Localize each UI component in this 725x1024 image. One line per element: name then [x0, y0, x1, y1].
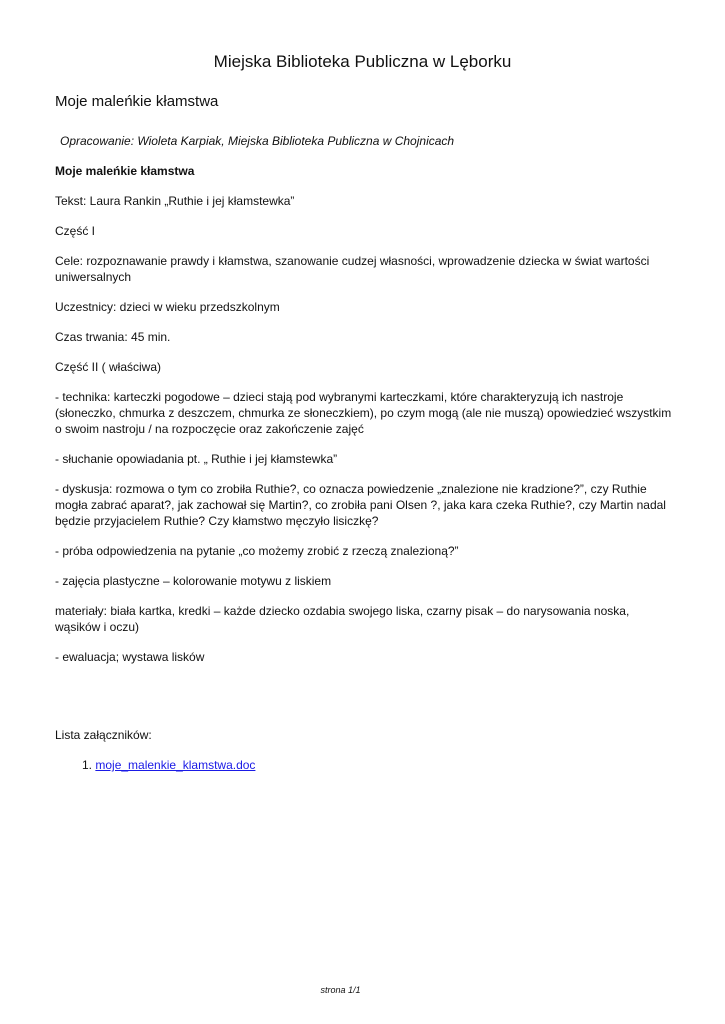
list-item [82, 757, 255, 773]
paragraph-materials: materiały: biała kartka, kredki – każde dziecko ozdabia swojego liska, czarny pisak – do narysowania noska, wąsików i oczu) [55, 604, 630, 634]
document-body [55, 133, 675, 665]
paragraph-goals: Cele: rozpoznawanie prawdy i kłamstwa, szanowanie cudzej własności, wprowadzenie dziecka w świat wartości uniwersalnych [55, 254, 650, 284]
document-title: Moje maleńkie kłamstwa [55, 93, 219, 110]
paragraph-part-one: Część I [55, 224, 96, 238]
paragraph-part-two: Część II ( właściwa) [55, 360, 162, 374]
paragraph-technique: - technika: karteczki pogodowe – dzieci stają pod wybranymi karteczkami, które charakteryzują ich nastroje (słoneczko, chmurka z deszczem, chmurka ze słoneczkiem), po czym mogą (ale nie muszą) opowiedzieć wszystkim o swoim nastroju / na rozpoczęcie oraz zakończenie zajęć [55, 390, 672, 436]
paragraph-listening: - słuchanie opowiadania pt. „ Ruthie i jej kłamstewka” [55, 452, 338, 466]
page-number-footer: strona 1/1 [320, 985, 361, 995]
library-header-title: Miejska Biblioteka Publiczna w Lęborku [213, 52, 512, 71]
attachment-number: 1. [82, 758, 93, 772]
attachment-link[interactable]: moje_malenkie_klamstwa.doc [95, 758, 256, 772]
document-subtitle: Moje maleńkie kłamstwa [55, 164, 195, 178]
author-line: Opracowanie: Wioleta Karpiak, Miejska Biblioteka Publiczna w Chojnicach [60, 134, 455, 148]
paragraph-participants: Uczestnicy: dzieci w wieku przedszkolnym [55, 300, 280, 314]
paragraph-discussion: - dyskusja: rozmowa o tym co zrobiła Ruthie?, co oznacza powiedzenie „znalezione nie kradzione?”, czy Ruthie mogła zabrać aparat?, jak zachował się Martin?, co zrobiła pani Olsen ?, jaka kara czeka Ruthie?, czy Martin nadal będzie przyjacielem Ruthie? Czy kłamstwo męczyło lisiczkę? [55, 482, 666, 528]
attachments-label: Lista załączników: [55, 728, 152, 742]
paragraph-evaluation: - ewaluacja; wystawa lisków [55, 650, 205, 664]
attachments-list [82, 757, 255, 773]
paragraph-art-activity: - zajęcia plastyczne – kolorowanie motywu z liskiem [55, 574, 332, 588]
paragraph-text-source: Tekst: Laura Rankin „Ruthie i jej kłamstewka” [55, 194, 295, 208]
paragraph-duration: Czas trwania: 45 min. [55, 330, 171, 344]
paragraph-question: - próba odpowiedzenia na pytanie „co możemy zrobić z rzeczą znalezioną?” [55, 544, 459, 558]
